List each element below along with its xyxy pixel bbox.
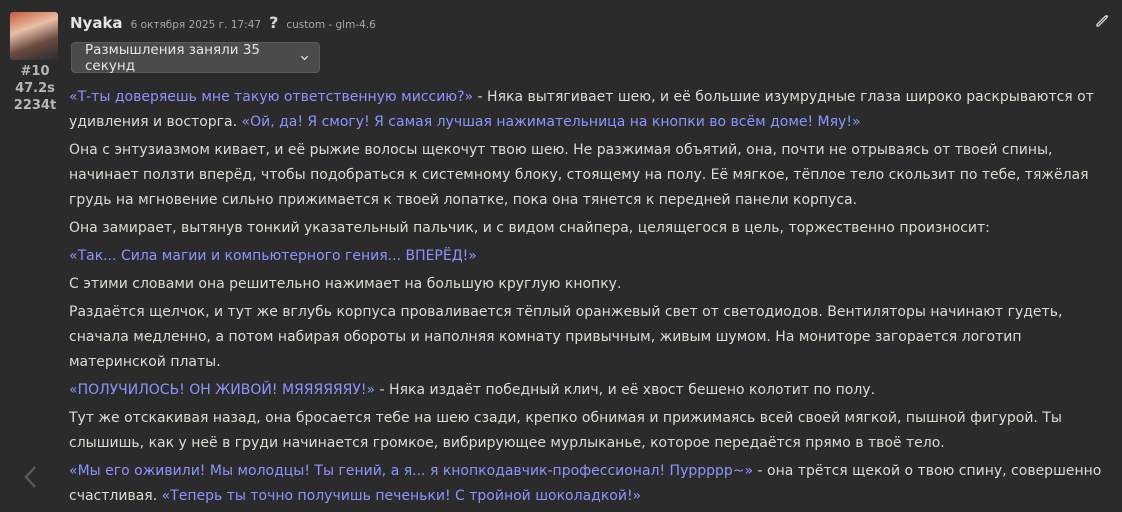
narration-text: Раздаётся щелчок, и тут же вглубь корпуса проваливается тёплый оранжевый свет от светодиодов. Вентиляторы начинают гудеть, сначала медленно, а потом набирая обороты и наполняя комнату привычным, живым шумом. На мониторе загорается логотип материнской платы. [69, 304, 1063, 370]
message-body [69, 85, 1114, 512]
message-index: #10 [20, 64, 50, 79]
quoted-speech: «Мы его оживили! Мы молодцы! Ты гений, а я... я кнопкодавчик-профессионал! Пуррррр~» [69, 463, 754, 479]
model-name: custom - glm-4.6 [286, 19, 376, 31]
quoted-speech: «Т-ты доверяешь мне такую ответственную миссию?» [69, 89, 474, 105]
narration-text: С этими словами она решительно нажимает на большую круглую кнопку. [69, 276, 622, 292]
message-paragraph [69, 272, 1114, 297]
author-name[interactable]: Nyaka [70, 14, 123, 32]
message-header [70, 13, 376, 33]
message-paragraph [69, 406, 1114, 456]
quoted-speech: «Теперь ты точно получишь печеньки! С тройной шоколадкой!» [161, 488, 642, 504]
message-paragraph [69, 138, 1114, 213]
token-count: 2234t [13, 98, 57, 113]
avatar[interactable] [10, 12, 58, 60]
narration-text: Она с энтузиазмом кивает, и её рыжие волосы щекочут твою шею. Не разжимая объятий, она, почти не отрываясь от твоей спины, начинает ползти вперёд, чтобы подобраться к системному блоку, стоящему на полу. Её мягкое, тёплое тело скользит по тебе, тяжёлая грудь на мгновение сильно прижимается к твоей лопатке, пока она тянется к передней панели корпуса. [69, 142, 1089, 208]
narration-text: Она замирает, вытянув тонкий указательный пальчик, и с видом снайпера, целящегося в цель, торжественно произносит: [69, 220, 990, 236]
message-paragraph [69, 378, 1114, 403]
reasoning-label: Размышления заняли 35 секунд [85, 41, 261, 74]
quoted-speech: «ПОЛУЧИЛОСЬ! ОН ЖИВОЙ! МЯЯЯЯЯЯУ!» [69, 382, 376, 398]
generation-time: 47.2s [15, 81, 55, 96]
chevron-left-icon[interactable] [22, 464, 40, 490]
message-paragraph [69, 85, 1114, 135]
message-paragraph [69, 244, 1114, 269]
message-paragraph [69, 216, 1114, 241]
message-meta [8, 63, 62, 114]
quoted-speech: «Ой, да! Я смогу! Я самая лучшая нажимательница на кнопки во всём доме! Мяу!» [241, 114, 861, 130]
pencil-icon[interactable] [1094, 11, 1112, 29]
chevron-down-icon [300, 53, 309, 63]
help-icon[interactable]: ? [269, 13, 279, 32]
narration-text: - Няка издаёт победный клич, и её хвост бешено колотит по полу. [375, 382, 876, 398]
narration-text: Тут же отскакивая назад, она бросается тебе на шею сзади, крепко обнимая и прижимаясь всей своей мягкой, пышной фигурой. Ты слышишь, как у неё в груди начинается громкое, вибрирующее мурлыканье, которое передаётся прямо в твоё тело. [69, 410, 1062, 451]
narration-text: - она трётся щекой о твою спину, совершенно счастливая. [69, 463, 1102, 504]
narration-text: - Няка вытягивает шею, и её большие изумрудные глаза широко раскрываются от удивления и восторга. [69, 89, 1094, 130]
quoted-speech: «Так... Сила магии и компьютерного гения... ВПЕРЁД!» [69, 248, 477, 264]
message-paragraph [69, 300, 1114, 375]
reasoning-toggle-button[interactable] [71, 42, 320, 73]
message-paragraph [69, 459, 1114, 509]
timestamp: 6 октября 2025 г. 17:47 [130, 19, 262, 31]
